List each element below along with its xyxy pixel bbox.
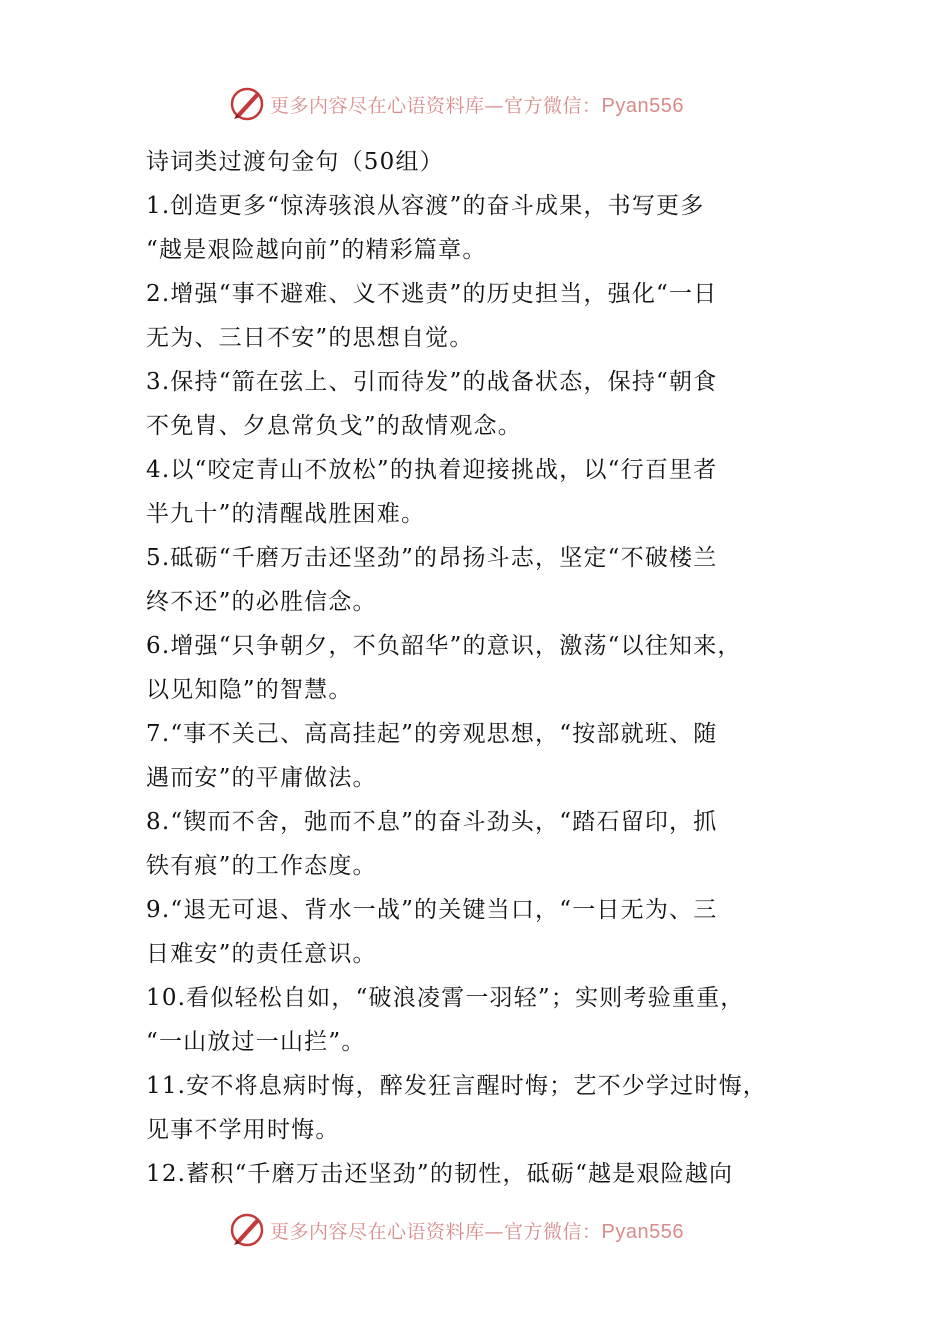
pen-logo-icon	[228, 85, 266, 123]
doc-line: 半九十”的清醒战胜困难。	[146, 501, 426, 527]
watermark-text: 更多内容尽在心语资料库—官方微信：Pyan556	[270, 94, 684, 117]
doc-line: 2.增强“事不避难、义不逃责”的历史担当，强化“一日	[146, 281, 718, 307]
doc-line: 5.砥砺“千磨万击还坚劲”的昂扬斗志，坚定“不破楼兰	[146, 545, 718, 571]
doc-line: 终不还”的必胜信念。	[146, 589, 377, 615]
doc-line: 见事不学用时悔。	[146, 1117, 340, 1143]
doc-line: 以见知隐”的智慧。	[146, 677, 353, 703]
doc-line: 1.创造更多“惊涛骇浪从容渡”的奋斗成果，书写更多	[146, 193, 705, 219]
doc-line: 日难安”的责任意识。	[146, 941, 377, 967]
doc-line: 11.安不将息病时悔，醉发狂言醒时悔；艺不少学过时悔，	[146, 1073, 767, 1099]
doc-line: 3.保持“箭在弦上、引而待发”的战备状态，保持“朝食	[146, 369, 718, 395]
doc-line: 8.“锲而不舍，弛而不息”的奋斗劲头，“踏石留印，抓	[146, 809, 718, 835]
header-watermark	[228, 84, 684, 124]
doc-line: 9.“退无可退、背水一战”的关键当口，“一日无为、三	[146, 897, 718, 923]
doc-line: 7.“事不关己、高高挂起”的旁观思想，“按部就班、随	[146, 721, 718, 747]
doc-line: 12.蓄积“千磨万击还坚劲”的韧性，砥砺“越是艰险越向	[146, 1161, 734, 1187]
doc-line: 6.增强“只争朝夕，不负韶华”的意识，激荡“以往知来，	[146, 633, 742, 659]
watermark-text: 更多内容尽在心语资料库—官方微信：Pyan556	[270, 1220, 684, 1243]
footer-watermark	[228, 1210, 684, 1250]
doc-line: 4.以“咬定青山不放松”的执着迎接挑战，以“行百里者	[146, 457, 718, 483]
doc-line: “一山放过一山拦”。	[146, 1029, 366, 1055]
watermark-id: Pyan556	[601, 94, 684, 117]
watermark-id: Pyan556	[601, 1220, 684, 1243]
doc-line: 无为、三日不安”的思想自觉。	[146, 325, 474, 351]
doc-line: 10.看似轻松自如，“破浪凌霄一羽轻”；实则考验重重，	[146, 985, 745, 1011]
document-body	[146, 140, 826, 1196]
pen-logo-icon	[228, 1211, 266, 1249]
doc-line: “越是艰险越向前”的精彩篇章。	[146, 237, 487, 263]
doc-line: 不免胄、夕息常负戈”的敌情观念。	[146, 413, 522, 439]
doc-line: 铁有痕”的工作态度。	[146, 853, 377, 879]
doc-line: 遇而安”的平庸做法。	[146, 765, 377, 791]
doc-title: 诗词类过渡句金句（50组）	[146, 149, 444, 175]
